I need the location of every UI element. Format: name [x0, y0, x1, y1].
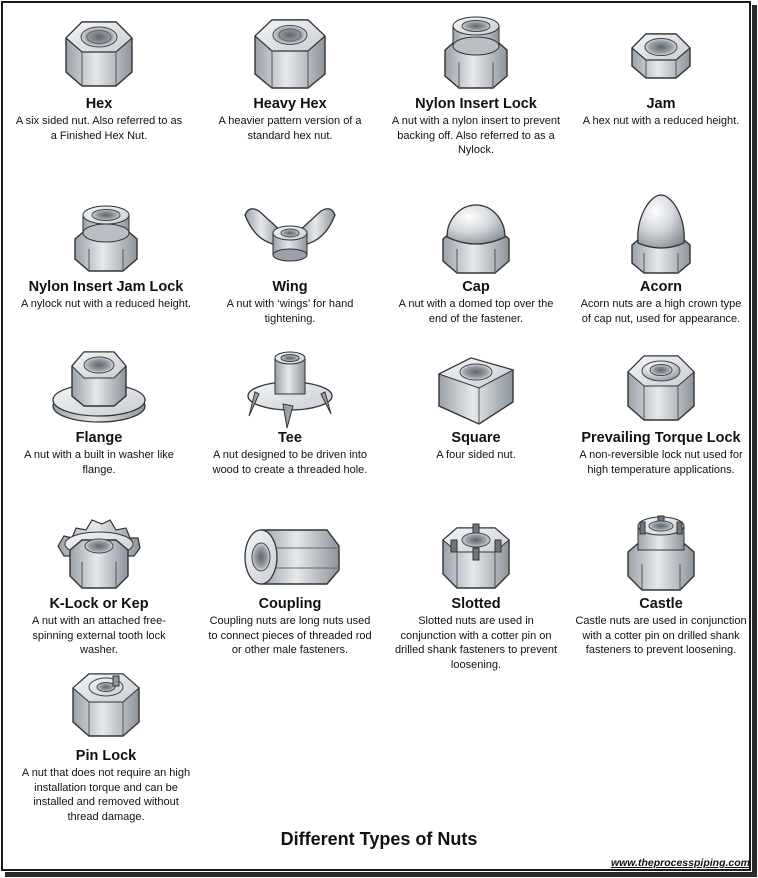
source-credit-link[interactable]: www.theprocesspiping.com [610, 857, 750, 869]
diagram-title: Different Types of Nuts [280, 829, 478, 849]
square-nut-icon [421, 344, 531, 430]
nut-name: Coupling [258, 596, 322, 612]
hex-nut-icon [44, 10, 154, 96]
slotted-nut-icon [421, 510, 531, 596]
nut-card-tee [199, 344, 381, 477]
nut-card-cap [385, 193, 567, 326]
jam-nut-icon [606, 10, 716, 96]
nut-name: Square [451, 430, 501, 446]
nut-card-wing [199, 193, 381, 326]
nut-description: A non-reversible lock nut used for high temperature applications. [579, 449, 743, 476]
nut-name: Prevailing Torque Lock [581, 430, 741, 446]
prevailing-torque-lock-nut-icon [606, 344, 716, 430]
nut-name: Acorn [640, 279, 682, 295]
nylon-insert-lock-nut-icon [421, 10, 531, 96]
nut-name: Nylon Insert Lock [415, 96, 537, 112]
nut-name: Flange [75, 430, 123, 446]
coupling-nut-icon [235, 510, 345, 596]
nut-description: Slotted nuts are used in conjunction with a cotter pin on drilled shank fasteners to prevent loosening. [394, 615, 558, 671]
nut-description: Acorn nuts are a high crown type of cap nut, used for appearance. [580, 298, 742, 325]
nut-description: A nut with an attached free-spinning external tooth lock washer. [32, 615, 166, 656]
nut-name: Slotted [451, 596, 501, 612]
nut-description: A nut with a domed top over the end of the fastener. [398, 298, 554, 325]
nut-description: A nut with ‘wings’ for hand tightening. [226, 298, 354, 325]
cap-nut-icon [421, 193, 531, 279]
nut-card-k-lock [8, 510, 190, 658]
nut-description: A nylock nut with a reduced height. [21, 298, 191, 310]
nut-description: A nut with a built in washer like flange. [24, 449, 174, 476]
castle-nut-icon [606, 510, 716, 596]
nut-description: A six sided nut. Also referred to as a Finished Hex Nut. [15, 115, 183, 142]
heavy-hex-nut-icon [235, 10, 345, 96]
nut-description: A nut that does not require an high installation torque and can be installed and removed without thread damage. [21, 767, 191, 823]
nut-name: Heavy Hex [253, 96, 327, 112]
nut-description: A four sided nut. [436, 449, 516, 461]
nut-description: Coupling nuts are long nuts used to connect pieces of threaded rod or other male fasteners. [208, 615, 372, 656]
nut-card-nylon-insert-lock [385, 10, 567, 158]
nut-card-hex [8, 10, 190, 143]
nut-card-square [385, 344, 567, 463]
nut-description: A nut designed to be driven into wood to create a threaded hole. [212, 449, 368, 476]
nut-card-jam [570, 10, 752, 129]
pin-lock-nut-icon [51, 662, 161, 748]
k-lock-nut-icon [44, 510, 154, 596]
nut-name: Jam [646, 96, 676, 112]
nut-name: Castle [639, 596, 683, 612]
nut-card-heavy-hex [199, 10, 381, 143]
nut-card-coupling [199, 510, 381, 658]
nut-card-prevailing-torque-lock [570, 344, 752, 477]
nut-name: Cap [462, 279, 490, 295]
nylon-jam-lock-nut-icon [51, 193, 161, 279]
nut-name: Nylon Insert Jam Lock [28, 279, 184, 295]
acorn-nut-icon [606, 193, 716, 279]
nut-name: K-Lock or Kep [49, 596, 149, 612]
nut-description: A hex nut with a reduced height. [582, 115, 740, 127]
nut-card-slotted [385, 510, 567, 672]
nut-card-nylon-insert-jam-lock [15, 193, 197, 312]
nut-name: Hex [85, 96, 113, 112]
nut-card-flange [8, 344, 190, 477]
nut-description: A nut with a nylon insert to prevent backing off. Also referred to as a Nylock. [391, 115, 561, 156]
nut-card-castle [570, 510, 752, 658]
nut-name: Pin Lock [75, 748, 137, 764]
nut-card-pin-lock [15, 662, 197, 824]
wing-nut-icon [235, 193, 345, 279]
tee-nut-icon [235, 344, 345, 430]
nut-name: Wing [272, 279, 308, 295]
nut-name: Tee [278, 430, 302, 446]
nut-description: Castle nuts are used in conjunction with a cotter pin on drilled shank fasteners to prevent loosening. [575, 615, 747, 656]
nut-card-acorn [570, 193, 752, 326]
nut-description: A heavier pattern version of a standard hex nut. [218, 115, 362, 142]
flange-nut-icon [44, 344, 154, 430]
